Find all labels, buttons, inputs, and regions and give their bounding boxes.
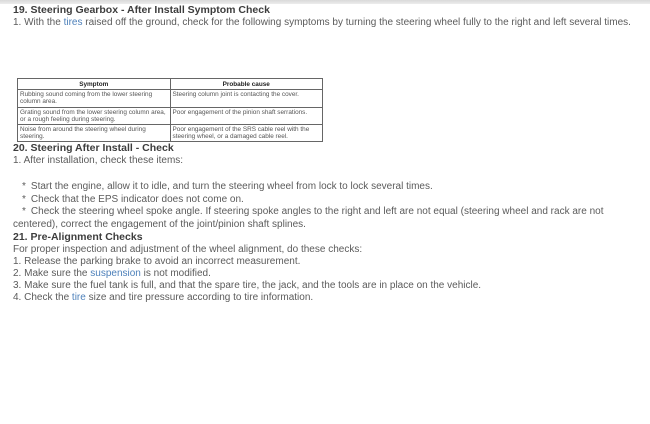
- table-row: [18, 125, 323, 142]
- tire-link[interactable]: tire: [71, 292, 86, 304]
- step-text-pre: 3. Make sure the fuel tank is full, and that the spare tire, the jack, and the tools are in place on the vehicle.: [13, 280, 482, 292]
- table-header-probable-cause: Probable cause: [170, 79, 323, 90]
- step-text-post: size and tire pressure according to tire information.: [85, 292, 314, 304]
- bullet-text: Check the steering wheel spoke angle. If steering spoke angles to the right and left are not equal (steering wheel and rack are not centered), correct the engagement of the joint/pinion shaft splines.: [13, 206, 604, 230]
- bullet-marker: *: [22, 206, 26, 218]
- section-21-step-1: [13, 256, 637, 268]
- table-cell-cause: Poor engagement of the pinion shaft serrations.: [170, 107, 323, 124]
- section-20-bullet-list: [13, 181, 637, 231]
- suspension-link[interactable]: suspension: [90, 268, 141, 280]
- table-header-symptom: Symptom: [18, 79, 171, 90]
- section-21-step-4: [13, 292, 637, 304]
- list-item: [13, 181, 637, 194]
- symptom-table: [17, 78, 323, 142]
- section-21-intro: For proper inspection and adjustment of the wheel alignment, do these checks:: [13, 244, 363, 256]
- section-20-step-1: 1. After installation, check these items:: [13, 155, 184, 167]
- step-text-pre: 1. Release the parking brake to avoid an incorrect measurement.: [13, 256, 301, 268]
- step-text-pre: 2. Make sure the: [13, 268, 91, 280]
- bullet-marker: *: [22, 181, 26, 193]
- section-20-heading: 20. Steering After Install - Check: [13, 142, 174, 155]
- section-19-step-1: [13, 17, 637, 29]
- section-21-heading: 21. Pre-Alignment Checks: [13, 231, 143, 244]
- table-cell-cause: Poor engagement of the SRS cable reel with the steering wheel, or a damaged cable reel.: [170, 125, 323, 142]
- section-21-step-3: [13, 280, 637, 292]
- list-item: [13, 206, 637, 231]
- symptom-table-container: [17, 78, 637, 142]
- table-row: [18, 90, 323, 107]
- table-cell-symptom: Noise from around the steering wheel during steering.: [18, 125, 171, 142]
- section-19-heading: 19. Steering Gearbox - After Install Symptom Check: [13, 4, 270, 16]
- table-header-row: [18, 79, 323, 90]
- step-text-pre: 4. Check the: [13, 292, 72, 304]
- bullet-text: Start the engine, allow it to idle, and turn the steering wheel from lock to lock several times.: [30, 181, 433, 193]
- step-text-pre: 1. With the: [13, 17, 64, 28]
- table-cell-symptom: Grating sound from the lower steering column area, or a rough feeling during steering.: [18, 107, 171, 124]
- list-item: [13, 194, 637, 207]
- bullet-marker: *: [22, 193, 26, 205]
- section-21-step-2: [13, 268, 637, 280]
- table-cell-cause: Steering column joint is contacting the cover.: [170, 90, 323, 107]
- bullet-text: Check that the EPS indicator does not come on.: [30, 193, 244, 205]
- tires-link[interactable]: tires: [63, 17, 83, 28]
- step-text-post: raised off the ground, check for the following symptoms by turning the steering wheel fully to the right and left several times.: [82, 17, 631, 28]
- table-cell-symptom: Rubbing sound coming from the lower steering column area.: [18, 90, 171, 107]
- table-row: [18, 107, 323, 124]
- step-text-post: is not modified.: [140, 268, 211, 280]
- document-body: [0, 4, 650, 304]
